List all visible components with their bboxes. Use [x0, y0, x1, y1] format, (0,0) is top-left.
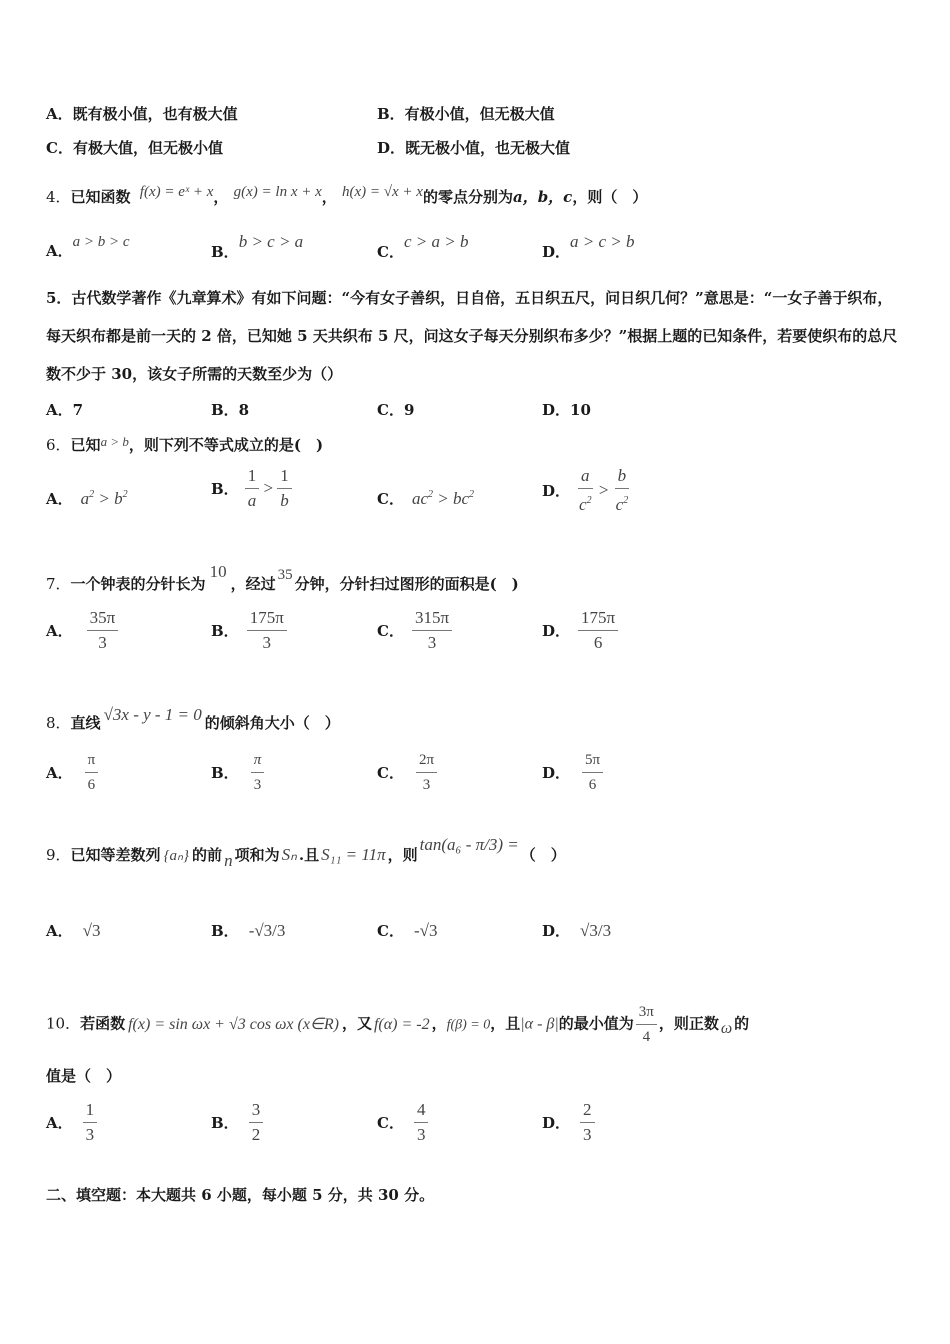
q10-c-denominator: 3	[416, 1125, 426, 1144]
q10-text-5: 的最小值为	[558, 1014, 634, 1033]
q4-text-2: 的零点分别为	[422, 188, 513, 206]
q7-d-denominator: 6	[593, 633, 603, 652]
option-label: D．	[542, 764, 571, 782]
q4-f-formula: f(x) = eˣ + x	[139, 184, 214, 200]
q4-option-b-math: b > c > a	[238, 232, 304, 251]
q7-b-denominator: 3	[262, 633, 271, 652]
q8-option-d	[542, 750, 603, 795]
q10-text-6: ，则正数	[658, 1014, 719, 1033]
q4-option-c	[377, 232, 468, 262]
q3-option-b: B．有极小值，但无极大值	[377, 105, 555, 123]
q10-d-denominator: 3	[583, 1125, 592, 1144]
q9-text-3: 项和为	[234, 846, 280, 864]
q7-length: 10	[209, 562, 227, 581]
q6-stem	[46, 432, 323, 455]
q7-option-b	[211, 608, 287, 653]
q6-option-b: B． $\frac{1}{a}$ > $\frac{1}{b}$	[211, 466, 292, 511]
q5-option-d: D．10	[542, 401, 591, 419]
q9-text-4: .且	[298, 846, 320, 864]
q4-text-3: ，则（ ）	[572, 188, 648, 206]
q9-option-c-math: -√3	[413, 921, 438, 940]
q9-text-1: 已知等差数列	[70, 846, 161, 864]
q10-option-c	[377, 1100, 428, 1145]
q9-option-d	[542, 920, 611, 941]
q8-a-denominator: 6	[87, 777, 96, 793]
q7-text-2: ，经过	[230, 575, 276, 593]
q10-text-2: ，又	[341, 1014, 372, 1033]
q10-omega: ω	[720, 1019, 733, 1037]
q9-option-b-math: -√3/3	[248, 921, 286, 940]
q10-option-b	[211, 1100, 263, 1145]
q8-d-numerator: 5π	[582, 750, 603, 773]
option-label: C．	[377, 243, 404, 261]
q10-text-3: ，	[431, 1014, 447, 1033]
option-label: C．	[377, 922, 404, 940]
q8-stem	[46, 705, 340, 733]
option-label: C．	[377, 490, 404, 508]
q10-text-1: 若函数	[80, 1014, 126, 1033]
q8-a-numerator: π	[85, 750, 99, 773]
q7-option-d	[542, 608, 618, 653]
option-label: B．	[211, 243, 239, 261]
q10-a-denominator: 3	[85, 1125, 95, 1144]
q6-option-a: A． $a^2 > b^2$	[46, 489, 128, 508]
option-label: C．	[377, 1114, 404, 1132]
option-label: B．	[211, 764, 239, 782]
q4-option-a-math: a > b > c	[72, 234, 130, 250]
q9-expression: tan(a₆ - π/3) =	[419, 835, 519, 854]
q4-option-d	[542, 232, 635, 262]
q10-min-denominator: 4	[642, 1029, 651, 1045]
q7-stem	[46, 562, 519, 594]
q9-option-c	[377, 920, 437, 941]
q10-function: f(x) = sin ωx + √3 cos ωx (x∈R)	[128, 1015, 339, 1033]
option-label: B．	[211, 922, 239, 940]
q9-n: n	[224, 851, 233, 870]
option-label: C．	[377, 764, 404, 782]
q5-stem: 5．古代数学著作《九章算术》有如下问题：“今有女子善织，日自倍，五日织五尺，问日织几何？”意思是：“一女子善于织布，每天织布都是前一天的 2 倍，已知她 5 天共织布 5 尺，问这女子每天分别织布多少？”根据上题的已知条件，若要使织布的总尺数不少于 30，该女子所需的天数至少为（）	[46, 289, 898, 383]
q9-sn: Sₙ	[281, 845, 297, 864]
q3-option-c: C．有极大值，但无极小值	[46, 139, 223, 157]
q8-equation: √3x - y - 1 = 0	[103, 705, 202, 724]
q10-number: 10．	[46, 1014, 81, 1033]
q4-abc: a，b，c	[512, 188, 573, 206]
q7-b-numerator: 175π	[247, 608, 287, 631]
q7-text-1: 一个钟表的分针长为	[70, 575, 206, 593]
q10-d-numerator: 2	[580, 1100, 595, 1123]
q9-option-a-math: √3	[82, 921, 101, 940]
q4-option-d-math: a > c > b	[570, 232, 635, 251]
q10-text-4: ，且	[490, 1014, 521, 1033]
q8-b-denominator: 3	[253, 777, 262, 793]
option-label: A．	[46, 1114, 73, 1132]
q6-text-1: 已知	[70, 436, 101, 454]
q8-d-denominator: 6	[588, 777, 597, 793]
option-label: D．	[542, 622, 571, 640]
q8-option-b	[211, 750, 264, 795]
q10-option-a	[46, 1100, 97, 1145]
q8-c-denominator: 3	[422, 777, 431, 793]
q10-option-d	[542, 1100, 595, 1145]
option-label: A．	[46, 922, 73, 940]
q4-g-formula: g(x) = ln x + x	[233, 184, 322, 200]
q6-number: 6．	[46, 436, 71, 454]
option-label: D．	[542, 922, 571, 940]
option-label: A．	[46, 622, 73, 640]
q9-sequence: {aₙ}	[163, 848, 190, 864]
q10-b-numerator: 3	[249, 1100, 264, 1123]
q10-a-numerator: 1	[83, 1100, 98, 1123]
q9-option-d-math: √3/3	[580, 921, 612, 940]
q3-option-a: A．既有极小值，也有极大值	[46, 105, 238, 123]
option-label: B．	[211, 480, 239, 498]
option-label: D．	[542, 243, 571, 261]
q8-number: 8．	[46, 714, 71, 732]
q7-option-c	[377, 608, 452, 653]
q8-option-a	[46, 750, 98, 795]
option-label: A．	[46, 490, 73, 508]
q8-b-numerator: π	[251, 750, 265, 773]
option-label: B．	[211, 622, 239, 640]
q8-option-c	[377, 750, 437, 795]
q10-c-numerator: 4	[414, 1100, 429, 1123]
q9-stem	[46, 835, 566, 871]
q10-stem-line2: 值是（ ）	[46, 1067, 122, 1085]
q7-c-denominator: 3	[427, 633, 437, 652]
q9-text-5: ，则	[387, 846, 418, 864]
option-label: A．	[46, 242, 73, 260]
q3-option-d: D．既无极小值，也无极大值	[377, 139, 571, 157]
option-label: B．	[211, 1114, 239, 1132]
q4-stem: 4．已知函数 f(x) = eˣ + x， g(x) = ln x + x， h(x) = √x + x的零点分别为a，b，c，则（ ）	[46, 184, 648, 206]
q4-text-1: 已知函数	[70, 188, 131, 206]
q5-option-b: B．8	[211, 401, 250, 419]
q10-abs: |α - β|	[520, 1015, 559, 1033]
q8-c-numerator: 2π	[416, 750, 437, 773]
q7-c-numerator: 315π	[412, 608, 452, 631]
q10-text-7: 的	[734, 1014, 750, 1033]
q7-number: 7．	[46, 575, 71, 593]
section-2-heading: 二、填空题：本大题共 6 小题，每小题 5 分，共 30 分。	[46, 1186, 435, 1204]
q7-a-numerator: 35π	[87, 608, 119, 631]
q8-text-1: 直线	[70, 714, 101, 732]
q7-minutes: 35	[277, 567, 293, 583]
q9-option-a	[46, 920, 100, 941]
q7-text-3: 分钟，分针扫过图形的面积是( )	[294, 575, 519, 593]
q9-s11: S₁₁ = 11π	[321, 845, 386, 864]
option-label: D．	[542, 482, 571, 500]
q4-option-c-math: c > a > b	[403, 232, 469, 251]
q10-min-numerator: 3π	[636, 1002, 657, 1025]
q10-f-beta: f(β) = 0	[446, 1017, 491, 1033]
q8-text-2: 的倾斜角大小（ ）	[204, 714, 340, 732]
q9-number: 9．	[46, 846, 71, 864]
q10-f-alpha: f(α) = -2	[373, 1015, 430, 1033]
q6-option-d: D． $\frac{a}{c^2}$ > $\frac{b}{c^2}$	[542, 466, 629, 514]
q5-option-c: C．9	[377, 401, 415, 419]
q6-text-2: ，则下列不等式成立的是( )	[128, 436, 324, 454]
q5-option-a: A．7	[46, 401, 84, 419]
q4-option-b	[211, 232, 303, 262]
option-label: A．	[46, 764, 73, 782]
q10-b-denominator: 2	[251, 1125, 261, 1144]
q7-option-a	[46, 608, 118, 653]
option-label: D．	[542, 1114, 571, 1132]
option-label: C．	[377, 622, 404, 640]
q10-stem	[46, 1002, 749, 1047]
q7-a-denominator: 3	[98, 633, 107, 652]
q4-option-a	[46, 232, 130, 261]
q6-condition: a > b	[100, 434, 129, 449]
q4-number: 4．	[46, 188, 71, 206]
q7-d-numerator: 175π	[578, 608, 618, 631]
q4-h-formula: h(x) = √x + x	[342, 184, 423, 200]
q6-option-c: C． $ac^2 > bc^2$	[377, 489, 475, 508]
q9-option-b	[211, 920, 285, 941]
q9-text-2: 的前	[192, 846, 223, 864]
q9-text-6: （ ）	[520, 846, 566, 864]
